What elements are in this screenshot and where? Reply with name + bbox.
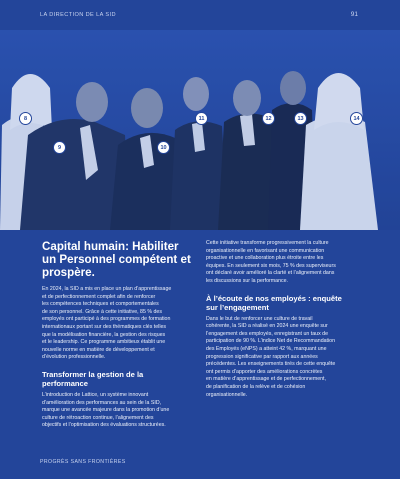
text-line: ont permis d’apporter des améliorations concrètes bbox=[206, 368, 323, 375]
text-line: internationaux portant sur des thématiques clés telles bbox=[42, 323, 167, 330]
text-line: d’amélioration des performances au sein de la SID, bbox=[42, 399, 162, 406]
text-line: précédentes. Les enseignements tirés de cette enquête bbox=[206, 361, 336, 368]
subtitle-line-2: performance bbox=[42, 378, 89, 388]
text-line: de son personnel. Grâce à cette initiative, 85 % des bbox=[42, 308, 162, 315]
intro-paragraph bbox=[42, 286, 202, 362]
person-badge-9: 9 bbox=[53, 141, 66, 154]
title-line-3: prospère. bbox=[42, 266, 95, 279]
page-number: 91 bbox=[350, 11, 358, 18]
text-line: que la modélisation financière, la gestion des risques bbox=[42, 331, 166, 338]
text-line: organisationnelle. bbox=[206, 391, 248, 398]
text-line: en matière d’apprentissage et de perfectionnement, bbox=[206, 376, 326, 383]
text-line: organisationnelle en favorisant une communication bbox=[206, 247, 325, 254]
text-line: marque une avancée majeure dans la promotion d’une bbox=[42, 407, 170, 414]
text-line: d’évolution professionnelle. bbox=[42, 354, 106, 361]
performance-subtitle bbox=[42, 370, 202, 388]
lattice-impact-paragraph bbox=[206, 240, 366, 286]
text-line: progression significative par rapport aux années bbox=[206, 353, 318, 360]
footer-tagline: PROGRÈS SANS FRONTIÈRES bbox=[40, 459, 126, 465]
text-line: et de perfectionnement complet afin de renforcer bbox=[42, 293, 156, 300]
person-badge-8: 8 bbox=[19, 112, 32, 125]
photo-illustration bbox=[0, 30, 400, 230]
performance-paragraph bbox=[42, 392, 202, 430]
section-header: LA DIRECTION DE LA SID bbox=[40, 12, 116, 18]
text-line: nouvelle norme en matière de développement et bbox=[42, 346, 155, 353]
text-line: objectifs et l’optimisation des évaluations structurées. bbox=[42, 422, 166, 429]
subtitle-line-2: sur l’engagement bbox=[206, 302, 269, 312]
text-line: proactive et une collaboration plus étroite entre les bbox=[206, 255, 324, 262]
text-line: équipes. En seulement six mois, 75 % des superviseurs bbox=[206, 262, 336, 269]
text-line: participation de 90 %. L’indice Net de Recommandation bbox=[206, 338, 335, 345]
subtitle-line-1: À l’écoute de nos employés : enquête bbox=[206, 293, 342, 303]
text-line: des Employés (eNPS) a atteint 42 %, marquant une bbox=[206, 345, 327, 352]
title-line-2: un Personnel compétent et bbox=[42, 253, 191, 266]
person-badge-11: 11 bbox=[195, 112, 208, 125]
person-badge-13: 13 bbox=[294, 112, 307, 125]
leadership-group-photo bbox=[0, 30, 400, 230]
right-column bbox=[206, 240, 366, 399]
text-line: culture de rétroaction continue, l’alignement des bbox=[42, 414, 154, 421]
text-line: et le leadership. Ce programme ambitieux établit une bbox=[42, 339, 166, 346]
text-line: L’introduction de Lattice, un système innovant bbox=[42, 391, 149, 398]
text-line: cohérente, la SID a réalisé en 2024 une enquête sur bbox=[206, 323, 328, 330]
engagement-subtitle bbox=[206, 294, 366, 312]
text-line: Dans le but de renforcer une culture de travail bbox=[206, 315, 313, 322]
text-line: les compétences techniques et comportementales bbox=[42, 301, 159, 308]
text-line: En 2024, la SID a mis en place un plan d’apprentissage bbox=[42, 286, 172, 292]
section-title bbox=[42, 240, 202, 279]
text-line: Cette initiative transforme progressivement la culture bbox=[206, 240, 329, 246]
text-line: ont déclaré avoir amélioré la clarté et l’alignement dans bbox=[206, 270, 335, 277]
person-badge-14: 14 bbox=[350, 112, 363, 125]
engagement-paragraph bbox=[206, 316, 366, 400]
text-line: l’engagement des employés, enregistrant un taux de bbox=[206, 330, 328, 337]
text-line: les discussions sur la performance. bbox=[206, 277, 288, 284]
title-line-1: Capital humain: Habiliter bbox=[42, 240, 179, 253]
subtitle-line-1: Transformer la gestion de la bbox=[42, 369, 144, 379]
person-badge-12: 12 bbox=[262, 112, 275, 125]
text-line: employés ont participé à des programmes de formation bbox=[42, 316, 171, 323]
person-badge-10: 10 bbox=[157, 141, 170, 154]
text-line: de planification de la relève et de cohésion bbox=[206, 383, 306, 390]
left-column bbox=[42, 240, 202, 430]
